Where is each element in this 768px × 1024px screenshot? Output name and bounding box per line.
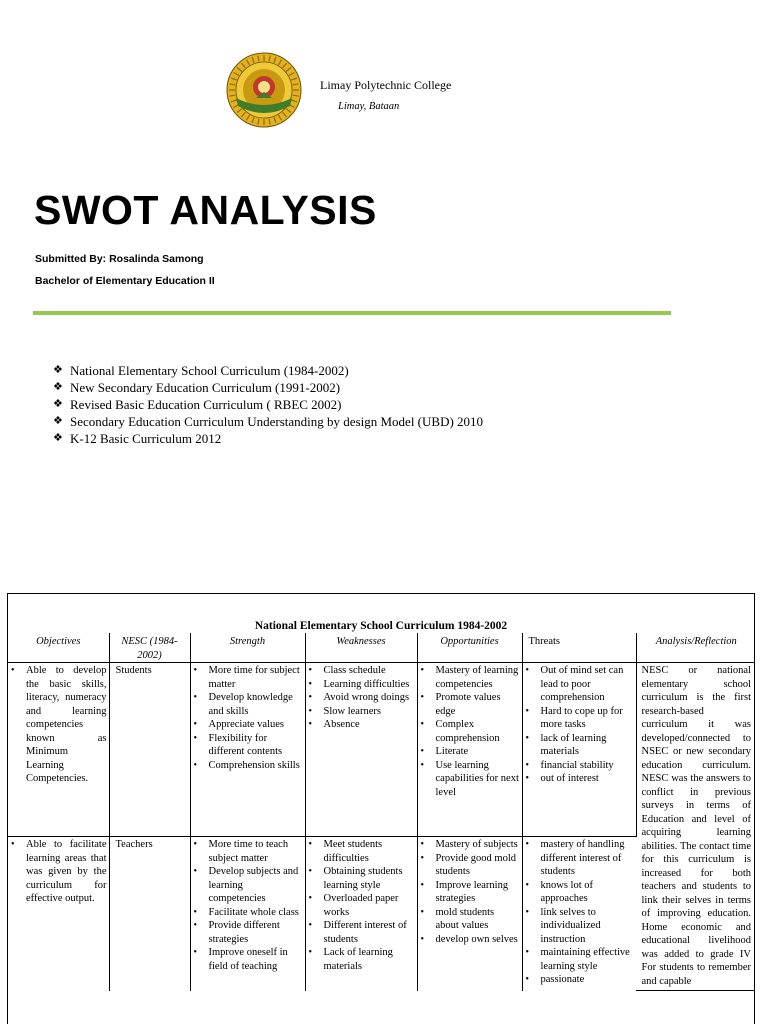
list-item: • Overloaded paper works: [308, 892, 415, 919]
analysis-cell: [636, 663, 755, 991]
list-item: • Able to facilitate learning areas that was given by the curriculum for effective output.: [10, 838, 107, 906]
bullet-list: [525, 664, 634, 786]
column-header: Weaknesses: [305, 633, 417, 663]
list-item: • maintaining effective learning style: [525, 946, 635, 973]
list-item: • Provide good mold students: [420, 852, 520, 879]
list-item: [53, 379, 483, 396]
list-item: • Absence: [308, 718, 415, 732]
swot-table-frame: [7, 593, 755, 1024]
objectives-cell: [8, 837, 109, 991]
list-item: • Provide different strategies: [193, 919, 303, 946]
list-item: • Flexibility for different contents: [193, 732, 303, 759]
submitted-by: Submitted By: Rosalinda Samong: [35, 253, 204, 265]
bullet-list: [420, 838, 520, 946]
weaknesses-cell: [305, 837, 417, 991]
strength-cell: [190, 837, 305, 991]
list-item: • Facilitate whole class: [193, 906, 303, 920]
bullet-list: [10, 664, 107, 786]
list-item: • Different interest of students: [308, 919, 415, 946]
list-item: • Slow learners: [308, 705, 415, 719]
list-item: • Lack of learning materials: [308, 946, 415, 973]
list-item: • passionate: [525, 973, 635, 987]
list-item-text: New Secondary Education Curriculum (1991-2002): [70, 380, 341, 395]
list-item: • Meet students difficulties: [308, 838, 415, 865]
list-item: • Class schedule: [308, 664, 415, 678]
college-location: Limay, Bataan: [338, 101, 400, 112]
list-item: • Obtaining students learning style: [308, 865, 415, 892]
list-item: • Develop subjects and learning competencies: [193, 865, 303, 906]
list-item: • knows lot of approaches: [525, 879, 635, 906]
list-item-text: Secondary Education Curriculum Understanding by design Model (UBD) 2010: [70, 414, 484, 429]
list-item: • financial stability: [525, 759, 634, 773]
divider-rule: [33, 311, 671, 315]
nesc-group: Teachers: [115, 839, 153, 850]
list-item: • Comprehension skills: [193, 759, 303, 773]
list-item: [53, 430, 483, 447]
list-item: [53, 362, 483, 379]
list-item: • Able to develop the basic skills, literacy, numeracy and learning competencies known as Minimum Learning Competencies.: [10, 664, 107, 786]
list-item: • develop own selves: [420, 933, 520, 947]
opportunities-cell: [417, 837, 522, 991]
strength-cell: [190, 663, 305, 837]
list-item: • Learning difficulties: [308, 678, 415, 692]
analysis-text: NESC or national elementary school curriculum is the first research-based curriculum it was developed/connected to NSEC or new secondary education curriculum. NESC was the answers to conflict in previous surveys in terms of Education and level of acquiring learning abilities. The contact time for this curriculum is increased for both teachers and students to link their selves in terms of improving education. Home economic and educational livelihood was added to grade IV For students to remember and capable: [641, 665, 751, 987]
column-header: Threats: [522, 633, 636, 663]
column-header: Analysis/Reflection: [636, 633, 755, 663]
list-item: • Avoid wrong doings: [308, 691, 415, 705]
table-header-row: [8, 633, 755, 663]
opportunities-cell: [417, 663, 522, 837]
bullet-list: [420, 664, 520, 799]
diamond-bullet-icon: ❖: [53, 398, 63, 410]
bullet-list: [308, 838, 415, 973]
list-item-text: Revised Basic Education Curriculum ( RBEC 2002): [70, 397, 342, 412]
threats-cell: [522, 663, 636, 837]
threats-cell: [522, 837, 636, 991]
diamond-bullet-icon: ❖: [53, 364, 63, 376]
list-item: • Improve oneself in field of teaching: [193, 946, 303, 973]
list-item: • Promote values edge: [420, 691, 520, 718]
swot-table: [8, 633, 755, 991]
objectives-cell: [8, 663, 109, 837]
list-item: [53, 396, 483, 413]
bullet-list: [525, 838, 635, 987]
list-item-text: K-12 Basic Curriculum 2012: [70, 431, 222, 446]
list-item: • mold students about values: [420, 906, 520, 933]
document-title: SWOT ANALYSIS: [34, 187, 377, 233]
list-item: • Literate: [420, 745, 520, 759]
list-item: • Mastery of subjects: [420, 838, 520, 852]
college-seal-logo: [226, 52, 302, 128]
bullet-list: [10, 838, 107, 906]
table-caption: National Elementary School Curriculum 1984-2002: [254, 620, 508, 632]
list-item-text: National Elementary School Curriculum (1984-2002): [70, 363, 349, 378]
bullet-list: [308, 664, 415, 732]
list-item: • out of interest: [525, 772, 634, 786]
list-item: • Use learning capabilities for next level: [420, 759, 520, 800]
course-name: Bachelor of Elementary Education II: [35, 275, 215, 287]
nesc-group: Students: [115, 665, 152, 676]
weaknesses-cell: [305, 663, 417, 837]
list-item: • mastery of handling different interest of students: [525, 838, 635, 879]
list-item: • link selves to individualized instruction: [525, 906, 635, 947]
table-row: [8, 663, 755, 837]
list-item: • lack of learning materials: [525, 732, 634, 759]
diamond-bullet-icon: ❖: [53, 415, 63, 427]
diamond-bullet-icon: ❖: [53, 381, 63, 393]
column-header: Strength: [190, 633, 305, 663]
list-item: [53, 413, 483, 430]
column-header: NESC (1984-2002): [109, 633, 190, 663]
list-item: • Mastery of learning competencies: [420, 664, 520, 691]
curriculum-list: [53, 362, 483, 447]
diamond-bullet-icon: ❖: [53, 432, 63, 444]
column-header: Objectives: [8, 633, 109, 663]
list-item: • Out of mind set can lead to poor comprehension: [525, 664, 634, 705]
list-item: • Appreciate values: [193, 718, 303, 732]
nesc-cell: [109, 837, 190, 991]
list-item: • Hard to cope up for more tasks: [525, 705, 634, 732]
list-item: • Develop knowledge and skills: [193, 691, 303, 718]
bullet-list: [193, 664, 303, 772]
column-header: Opportunities: [417, 633, 522, 663]
list-item: • Complex comprehension: [420, 718, 520, 745]
college-name: Limay Polytechnic College: [320, 78, 452, 92]
nesc-cell: [109, 663, 190, 837]
bullet-list: [193, 838, 303, 973]
list-item: • More time for subject matter: [193, 664, 303, 691]
list-item: • More time to teach subject matter: [193, 838, 303, 865]
list-item: • Improve learning strategies: [420, 879, 520, 906]
